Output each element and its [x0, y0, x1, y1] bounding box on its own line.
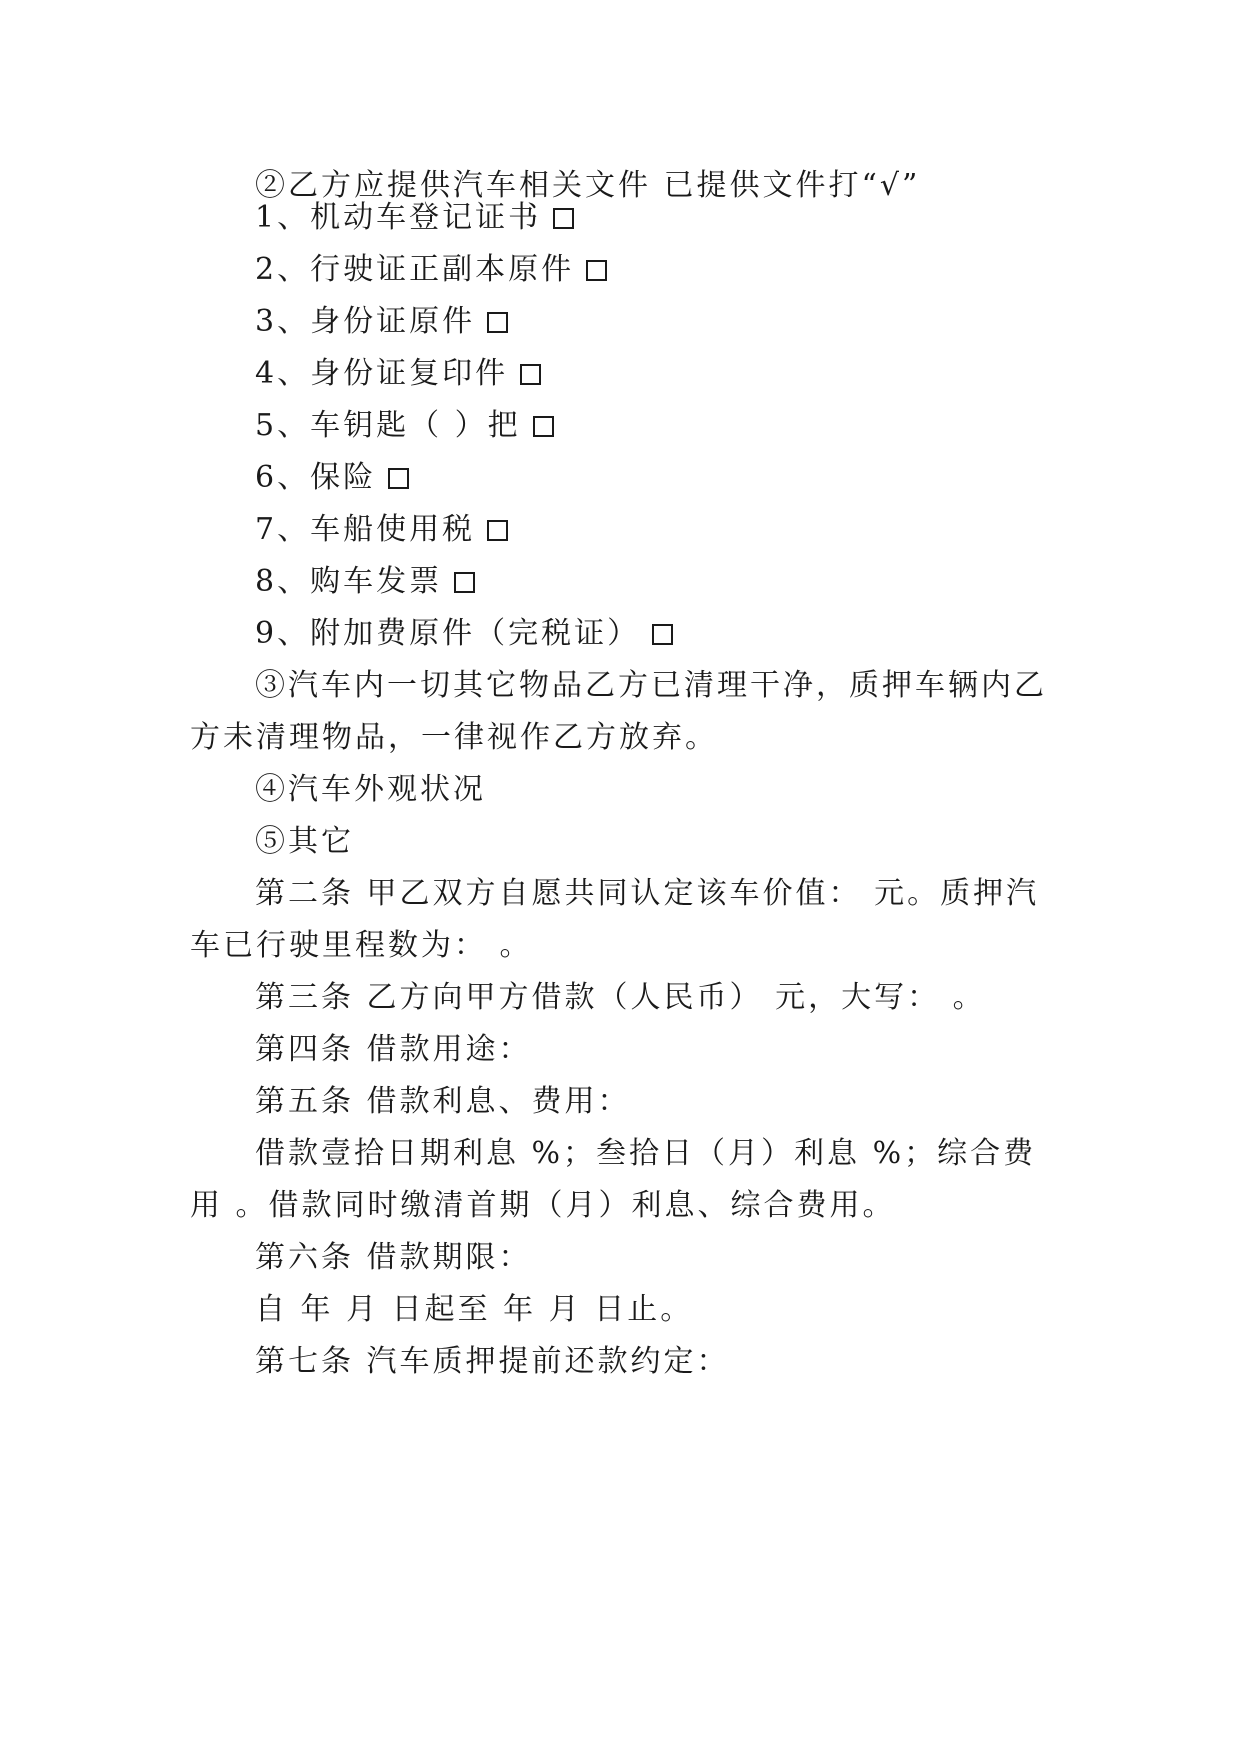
- checkbox[interactable]: [454, 572, 475, 593]
- document-line: [190, 1187, 1060, 1225]
- document-line: [255, 1031, 1125, 1069]
- document-line: [255, 875, 1125, 913]
- checkbox[interactable]: [388, 468, 409, 489]
- line-text: ③汽车内一切其它物品乙方已清理干净，质押车辆内乙: [255, 668, 1047, 703]
- checkbox[interactable]: [487, 312, 508, 333]
- checklist-item: [255, 459, 1125, 497]
- line-text: 2、行驶证正副本原件: [255, 252, 575, 287]
- document-line: [255, 667, 1125, 705]
- checklist-item: [255, 511, 1125, 549]
- line-text: 1、机动车登记证书: [255, 200, 542, 235]
- document-line: [255, 1135, 1125, 1173]
- checklist-item: [255, 563, 1125, 601]
- line-text: 自 年 月 日起至 年 月 日止。: [255, 1292, 694, 1327]
- document-line: [255, 1343, 1125, 1381]
- line-text: 车已行驶里程数为： 。: [190, 928, 533, 963]
- line-text: 3、身份证原件: [255, 304, 476, 339]
- checklist-item: [255, 355, 1125, 393]
- checklist-item: [255, 615, 1125, 653]
- checkbox[interactable]: [553, 208, 574, 229]
- document-line: [255, 1291, 1125, 1329]
- document-line: [255, 979, 1125, 1017]
- line-text: 第六条 借款期限：: [255, 1240, 532, 1275]
- line-text: 第三条 乙方向甲方借款（人民币） 元，大写： 。: [255, 980, 986, 1015]
- line-text: ②乙方应提供汽车相关文件 已提供文件打“√”: [255, 168, 921, 203]
- document-line: [255, 771, 1125, 809]
- checklist-item: [255, 199, 1125, 237]
- line-text: 借款壹拾日期利息 %；叁拾日（月）利息 %；综合费: [255, 1136, 1037, 1171]
- document-line: [190, 927, 1060, 965]
- line-text: 第七条 汽车质押提前还款约定：: [255, 1344, 730, 1379]
- checkbox[interactable]: [520, 364, 541, 385]
- checklist-item: [255, 303, 1125, 341]
- document-line: [255, 1239, 1125, 1277]
- line-text: 第四条 借款用途：: [255, 1032, 532, 1067]
- checklist-item: [255, 407, 1125, 445]
- line-text: 6、保险: [255, 460, 377, 495]
- line-text: 8、购车发票: [255, 564, 443, 599]
- line-text: 第五条 借款利息、费用：: [255, 1084, 631, 1119]
- checkbox[interactable]: [533, 416, 554, 437]
- line-text: ⑤其它: [255, 824, 354, 859]
- checkbox[interactable]: [487, 520, 508, 541]
- checkbox[interactable]: [586, 260, 607, 281]
- checklist-item: [255, 251, 1125, 289]
- line-text: ④汽车外观状况: [255, 772, 486, 807]
- line-text: 5、车钥匙（ ）把: [255, 408, 521, 443]
- line-text: 7、车船使用税: [255, 512, 476, 547]
- line-text: 9、附加费原件（完税证）: [255, 616, 641, 651]
- checkbox[interactable]: [652, 624, 673, 645]
- document-line: [255, 1083, 1125, 1121]
- line-text: 4、身份证复印件: [255, 356, 509, 391]
- document-line: [190, 719, 1060, 757]
- line-text: 方未清理物品，一律视作乙方放弃。: [190, 720, 718, 755]
- document-line: [255, 823, 1125, 861]
- line-text: 用 。借款同时缴清首期（月）利息、综合费用。: [190, 1188, 896, 1223]
- line-text: 第二条 甲乙双方自愿共同认定该车价值： 元。质押汽: [255, 876, 1040, 911]
